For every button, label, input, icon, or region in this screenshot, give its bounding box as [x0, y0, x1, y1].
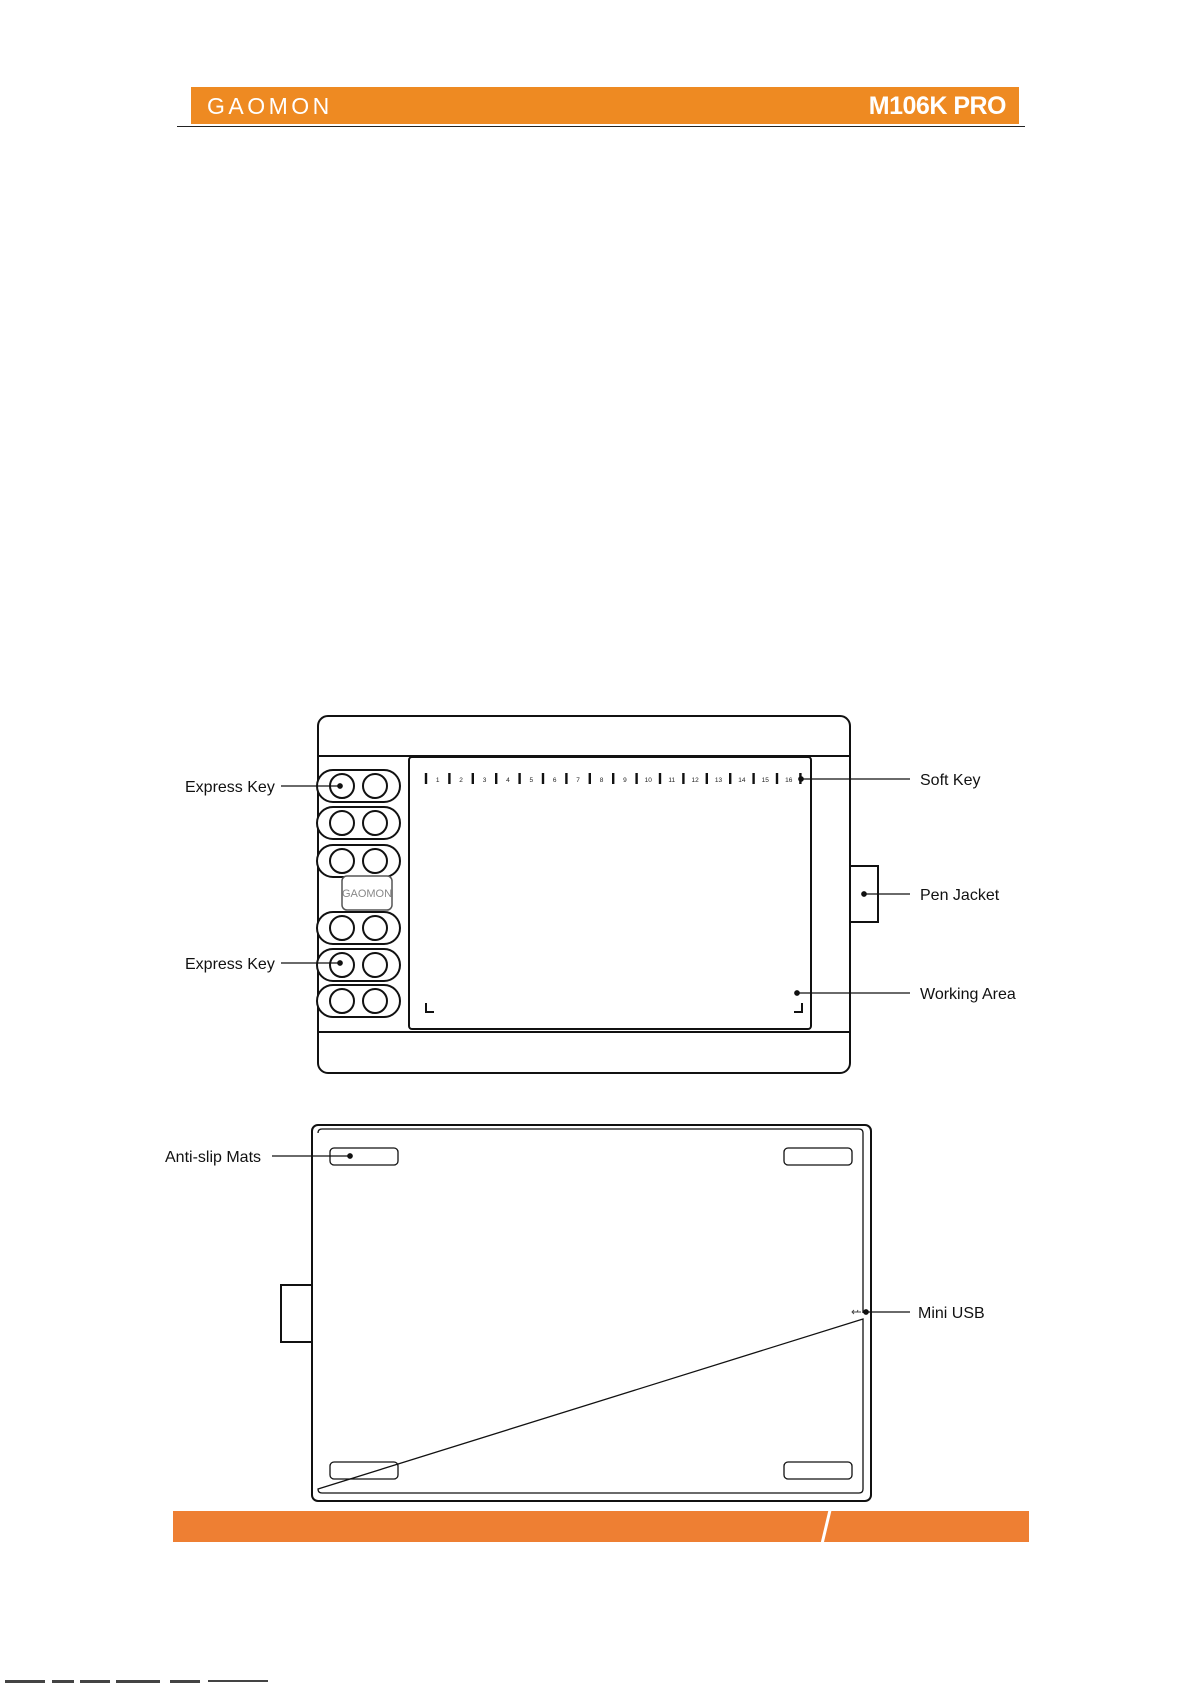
- express-key-button: [330, 849, 354, 873]
- express-key-button: [363, 916, 387, 940]
- soft-key-number: 5: [529, 777, 534, 784]
- soft-key-number: 13: [714, 777, 723, 784]
- soft-key-number: 4: [506, 777, 510, 784]
- soft-key-strip: [425, 773, 802, 784]
- working-area-frame: [409, 757, 811, 1029]
- soft-key-number: 2: [459, 777, 463, 784]
- soft-key-divider: [518, 773, 520, 784]
- soft-key-divider: [542, 773, 544, 784]
- soft-key-number: 16: [785, 777, 793, 784]
- scan-artifact: [0, 1677, 280, 1685]
- soft-key-number: 15: [761, 777, 769, 784]
- soft-key-divider: [635, 773, 637, 784]
- callout-dot-working-area: [795, 991, 799, 995]
- callout-dot-soft-key: [799, 777, 803, 781]
- model-name: M106K PRO: [868, 92, 1006, 120]
- usb-icon: [852, 1310, 861, 1314]
- soft-key-number: 9: [623, 777, 627, 784]
- footer-bar: [173, 1511, 1029, 1542]
- soft-key-number: 14: [738, 777, 746, 784]
- soft-key-divider: [752, 773, 754, 784]
- soft-key-divider: [682, 773, 684, 784]
- tablet-back-inner-edge: [318, 1129, 863, 1493]
- back-pen-jacket: [281, 1285, 312, 1342]
- soft-key-number: 3: [482, 777, 487, 784]
- corner-mark-right: [794, 1003, 802, 1012]
- soft-key-number: 11: [668, 777, 676, 784]
- label-express-key-top: Express Key: [185, 779, 275, 796]
- anti-slip-mat-bottom-right: [784, 1462, 852, 1479]
- label-express-key-bottom: Express Key: [185, 956, 275, 973]
- logo-key-text: GAOMON: [341, 888, 393, 900]
- callout-dot-express-bottom: [338, 961, 342, 965]
- soft-key-number: 12: [691, 777, 699, 784]
- soft-key-number: 10: [644, 777, 652, 784]
- label-mini-usb: Mini USB: [918, 1305, 985, 1322]
- soft-key-divider: [565, 773, 567, 784]
- tablet-back-body: [312, 1125, 871, 1501]
- label-anti-slip-mats: Anti-slip Mats: [165, 1149, 262, 1166]
- express-key-button: [330, 916, 354, 940]
- brand-logo: GAOMON: [207, 93, 333, 119]
- express-key-button: [330, 811, 354, 835]
- callout-dot-anti-slip: [348, 1154, 352, 1158]
- label-pen-jacket: Pen Jacket: [920, 887, 1000, 904]
- label-soft-key: Soft Key: [920, 772, 981, 789]
- soft-key-number: 8: [599, 777, 604, 784]
- anti-slip-mat-top-right: [784, 1148, 852, 1165]
- callout-dot-pen-jacket: [862, 892, 866, 896]
- soft-key-divider: [776, 773, 778, 784]
- callout-dot-mini-usb: [864, 1310, 868, 1314]
- soft-key-number: 6: [552, 777, 557, 784]
- soft-key-divider: [495, 773, 497, 784]
- soft-key-divider: [729, 773, 731, 784]
- soft-key-divider: [472, 773, 474, 784]
- tablet-front-body: [318, 716, 850, 1073]
- soft-key-divider: [659, 773, 661, 784]
- express-key-button: [330, 989, 354, 1013]
- footer-slash: [818, 1504, 834, 1550]
- callout-dot-express-top: [338, 784, 342, 788]
- label-working-area: Working Area: [920, 986, 1016, 1003]
- corner-mark-left: [426, 1003, 434, 1012]
- express-key-button: [363, 953, 387, 977]
- express-key-button: [363, 774, 387, 798]
- anti-slip-mat-bottom-left: [330, 1462, 398, 1479]
- soft-key-divider: [448, 773, 450, 784]
- soft-key-number: 7: [576, 777, 580, 784]
- express-key-button: [363, 849, 387, 873]
- express-key-button: [363, 989, 387, 1013]
- soft-key-divider: [706, 773, 708, 784]
- soft-key-divider: [589, 773, 591, 784]
- soft-key-divider: [425, 773, 427, 784]
- soft-key-divider: [612, 773, 614, 784]
- express-key-button: [363, 811, 387, 835]
- soft-key-number: 1: [435, 777, 440, 784]
